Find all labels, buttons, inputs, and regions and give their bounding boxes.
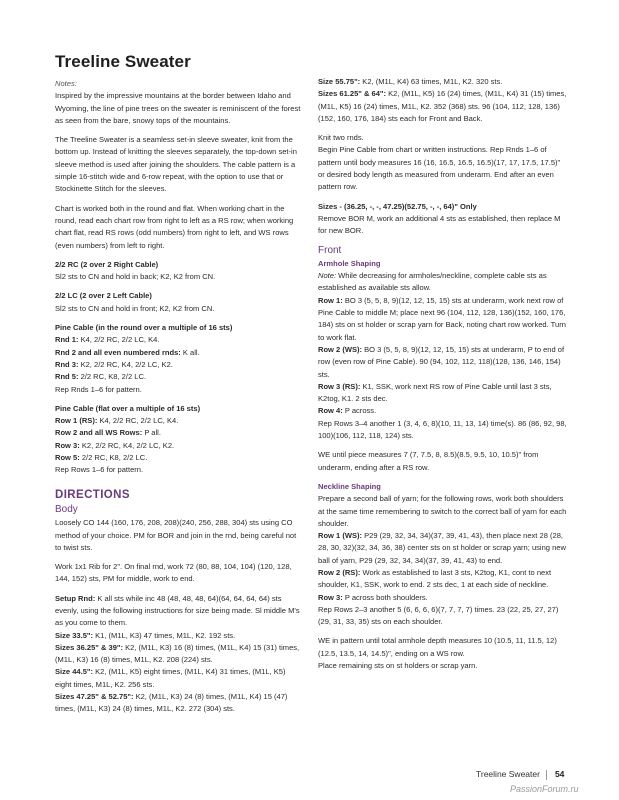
- notes-paragraph: Inspired by the impressive mountains at the border between Idaho and Wyoming, the line of pine trees on the sweater is reminiscent of the forest as seen from the bare, snowy tops of the mountains.: [55, 91, 301, 125]
- footer-label: Treeline Sweater: [476, 769, 540, 779]
- sizes-only-text: Remove BOR M, work an additional 4 sts as established, then replace M for new BOR.: [318, 213, 561, 236]
- page-number: 54: [554, 769, 565, 779]
- flat-repeat: Rep Rows 1–6 for pattern.: [55, 465, 144, 475]
- flat-row: Row 3: K2, 2/2 RC, K4, 2/2 LC, K2.: [55, 440, 175, 450]
- page-footer: [476, 769, 564, 780]
- size-instruction: Size 33.5": K1, (M1L, K3) 47 times, M1L, K2. 192 sts.: [55, 630, 236, 640]
- lc-definition: [55, 290, 301, 315]
- lc-text: Sl2 sts to CN and hold in front; K2, K2 from CN.: [55, 303, 215, 313]
- round-repeat: Rep Rnds 1–6 for pattern.: [55, 384, 142, 394]
- armhole-repeat: Rep Rows 3–4 another 1 (3, 4, 6, 8)(10, 11, 13, 14) time(s). 86 (86, 92, 98, 100)(106, 112, 118, 124) sts.: [318, 418, 567, 441]
- begin-pine: Begin Pine Cable from chart or written instructions. Rep Rnds 1–6 of pattern until body measures 16 (16, 16.5, 16.5, 16.5)(17, 17, 17.5, 17.5)" or desired body length as measured from underarm. End after an even pattern row.: [318, 145, 561, 192]
- neckline-repeat: Rep Rows 2–3 another 5 (6, 6, 6, 6)(7, 7, 7, 7) times. 23 (22, 25, 27, 27)(29, 31, 33, 35) sts on each shoulder.: [318, 604, 559, 627]
- rc-text: Sl2 sts to CN and hold in back; K2, K2 from CN.: [55, 272, 216, 282]
- neckline-row: Row 3: P across both shoulders.: [318, 592, 428, 602]
- body-heading: Body: [55, 503, 78, 515]
- round-row: Rnd 2 and all even numbered rnds: K all.: [55, 347, 200, 357]
- size-instruction: Size 44.5": K2, (M1L, K5) eight times, (M1L, K4) 31 times, (M1L, K5) eight times, M1L, K2. 256 sts.: [55, 667, 286, 689]
- sizes-only-title: Sizes - (36.25, -, -, 47.25)(52.75, -, -, 64)" Only: [318, 201, 477, 211]
- armhole-row: Row 4: P across.: [318, 406, 377, 416]
- flat-row: Row 1 (RS): K4, 2/2 RC, 2/2 LC, K4.: [55, 416, 179, 426]
- neckline-we: WE in pattern until total armhole depth measures 10 (10.5, 11, 11.5, 12)(12.5, 13.5, 14, 14.5)", ending on a WS row.: [318, 636, 557, 658]
- page-title: Treeline Sweater: [55, 52, 191, 71]
- directions-heading: DIRECTIONS: [55, 488, 130, 501]
- sizes-only: [318, 201, 567, 238]
- front-heading: Front: [318, 244, 342, 256]
- watermark-text: PassionForum.ru: [510, 784, 579, 794]
- neckline-row: Row 1 (WS): P29 (29, 32, 34, 34)(37, 39, 41, 43), then place next 28 (28, 28, 30, 32)(32, 34, 36, 38) center sts on st holder or scrap yarn; using new ball of yarn, P29 (29, 32, 34, 34)(37, 39, 41, 43) to end.: [318, 531, 566, 565]
- neckline-intro: Prepare a second ball of yarn; for the following rows, work both shoulders at the same time remembering to switch to the correct ball of yarn for each shoulder.: [318, 494, 567, 528]
- size-instruction: Sizes 47.25" & 52.75": K2, (M1L, K3) 24 (8) times, (M1L, K4) 15 (47) times, (M1L, K3) 24 (8) times, M1L, K2. 272 (304) sts.: [55, 692, 288, 714]
- neckline-row: Row 2 (RS): Work as established to last 3 sts, K2tog, K1, cont to next shoulder, K1, SSK, work to end. 2 sts dec, 1 at each side of neckline.: [318, 567, 552, 590]
- lc-title: 2/2 LC (2 over 2 Left Cable): [55, 291, 152, 301]
- size-instruction: Sizes 61.25" & 64": K2, (M1L, K5) 16 (24) times, (M1L, K4) 31 (15) times, (M1L, K5) 16 (24) times, M1L, K2. 352 (368) sts. 96 (104, 112, 128, 136)(152, 160, 176, 184) sts each for Front and Back.: [318, 89, 567, 123]
- rc-definition: [55, 259, 301, 284]
- round-row: Rnd 3: K2, 2/2 RC, K4, 2/2 LC, K2.: [55, 359, 173, 369]
- rc-title: 2/2 RC (2 over 2 Right Cable): [55, 259, 159, 269]
- knit-two: Knit two rnds.: [318, 133, 364, 143]
- body-paragraph: Work 1x1 Rib for 2". On final rnd, work 72 (80, 88, 104, 104) (120, 128, 144, 152) sts, PM for middle, work to end.: [55, 562, 292, 584]
- armhole-heading: Armhole Shaping: [318, 258, 381, 268]
- left-column: [55, 78, 301, 716]
- armhole-we: WE until piece measures 7 (7, 7.5, 8, 8.5)(8.5, 9.5, 10, 10.5)" from underarm, ending after a RS row.: [318, 450, 539, 472]
- pine-cable-flat: [55, 403, 301, 477]
- round-row: Rnd 5: 2/2 RC, K8, 2/2 LC.: [55, 372, 147, 382]
- pine-cable-round: [55, 322, 301, 396]
- notes-paragraph: The Treeline Sweater is a seamless set-in sleeve sweater, knit from the bottom up. Instead of knitting the sleeves separately, the top-down set-in sleeve method is used after joining the shoulders. The cable pattern is a simple 16-stitch wide and 6-row repeat, with the option to use that or Stockinette Stitch for the sleeves.: [55, 135, 297, 194]
- body-paragraph: Loosely CO 144 (160, 176, 208, 208)(240, 256, 288, 304) sts using CO method of your choice. PM for BOR and join in the rnd, being careful not to twist sts.: [55, 518, 297, 552]
- notes-label: Notes:: [55, 79, 77, 88]
- size-instruction: Sizes 36.25" & 39": K2, (M1L, K3) 16 (8) times, (M1L, K4) 15 (31) times, (M1L, K3) 16 (8) times, M1L, K2. 208 (224) sts.: [55, 642, 300, 665]
- notes-paragraph: Chart is worked both in the round and flat. When working chart in the round, read each chart row from right to left as a RS row; when working chart flat, read RS rows (odd numbers) from right to left, and WS rows (even numbers) from left to right.: [55, 203, 294, 250]
- round-row: Rnd 1: K4, 2/2 RC, 2/2 LC, K4.: [55, 335, 160, 345]
- flat-row: Row 5: 2/2 RC, K8, 2/2 LC.: [55, 453, 148, 463]
- neckline-place: Place remaining sts on st holders or scrap yarn.: [318, 661, 478, 671]
- armhole-row: Row 1: BO 3 (5, 5, 8, 9)(12, 12, 15, 15) sts at underarm, work next row of Pine Cable to middle M; place next 96 (104, 112, 128, 136)(152, 160, 176, 184) sts on st holder or scrap yarn for Back, noting chart row worked. Turn to work flat.: [318, 295, 566, 342]
- size-instruction: Size 55.75": K2, (M1L, K4) 63 times, M1L, K2. 320 sts.: [318, 77, 503, 86]
- armhole-row: Row 3 (RS): K1, SSK, work next RS row of Pine Cable until last 3 sts, K2tog, K1. 2 sts dec.: [318, 381, 552, 404]
- flat-title: Pine Cable (flat over a multiple of 16 sts): [55, 403, 201, 413]
- neckline-heading: Neckline Shaping: [318, 481, 381, 491]
- right-column: [318, 76, 567, 672]
- flat-row: Row 2 and all WS Rows: P all.: [55, 428, 161, 438]
- armhole-row: Row 2 (WS): BO 3 (5, 5, 8, 9)(12, 12, 15, 15) sts at underarm, P to end of row (even row of Pine Cable). 90 (94, 102, 112, 118)(128, 136, 146, 154) sts.: [318, 344, 565, 379]
- footer-divider: [546, 770, 547, 780]
- setup-rnd: Setup Rnd: K all sts while inc 48 (48, 48, 48, 64)(64, 64, 64, 64) sts evenly, using the following instructions for size being made. Sl middle M's as you come to them.: [55, 593, 300, 628]
- armhole-note: Note: While decreasing for armholes/neckline, complete cable sts as established as available sts allow.: [318, 271, 547, 293]
- round-title: Pine Cable (in the round over a multiple of 16 sts): [55, 323, 233, 333]
